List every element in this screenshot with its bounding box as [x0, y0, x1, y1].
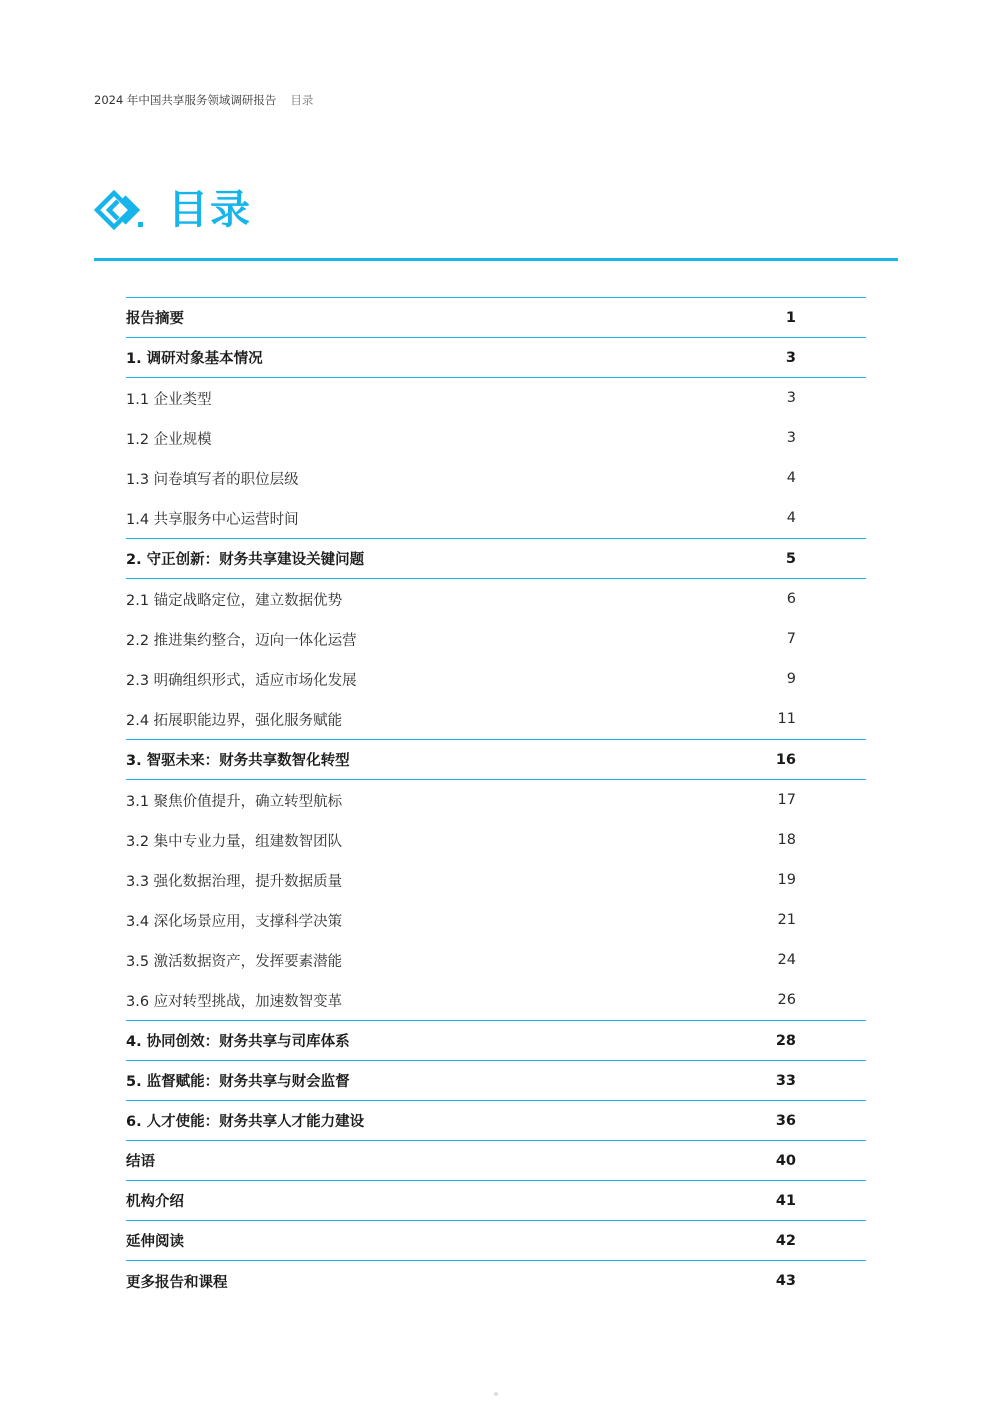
toc-entry[interactable]	[126, 940, 866, 980]
toc-entry-label: 1.1 企业类型	[126, 391, 212, 408]
toc-entry-label: 1. 调研对象基本情况	[126, 351, 263, 367]
toc-entry[interactable]	[126, 498, 866, 538]
toc-entry[interactable]	[126, 1261, 866, 1301]
toc-entry[interactable]	[126, 338, 866, 378]
toc-entry-page: 33	[775, 1072, 796, 1089]
section-name: 目录	[290, 93, 314, 107]
toc-entry-label: 6. 人才使能：财务共享人才能力建设	[126, 1114, 365, 1130]
toc-entry[interactable]	[126, 739, 866, 780]
toc-entry-label: 延伸阅读	[126, 1234, 184, 1250]
toc-entry-page: 7	[786, 631, 796, 647]
toc-entry-label: 3.5 激活数据资产，发挥要素潜能	[126, 953, 343, 970]
running-header	[94, 92, 313, 108]
report-title: 2024 年中国共享服务领域调研报告	[94, 93, 277, 107]
toc-entry[interactable]	[126, 619, 866, 659]
toc-entry-label: 3.1 聚焦价值提升，确立转型航标	[126, 793, 343, 810]
toc-entry[interactable]	[126, 1020, 866, 1061]
toc-entry-page: 42	[775, 1232, 796, 1249]
toc-entry-page: 17	[777, 792, 796, 808]
toc-entry-page: 3	[785, 349, 796, 366]
toc-entry-label: 2.1 锚定战略定位，建立数据优势	[126, 592, 343, 609]
toc-entry-page: 24	[777, 952, 796, 968]
toc-entry[interactable]	[126, 1061, 866, 1101]
toc-entry-label: 3.4 深化场景应用，支撑科学决策	[126, 913, 343, 930]
toc-entry-page: 4	[786, 510, 796, 526]
toc-entry-label: 1.3 问卷填写者的职位层级	[126, 471, 299, 488]
toc-entry-label: 机构介绍	[126, 1194, 184, 1210]
title-block	[94, 182, 252, 238]
toc-entry[interactable]	[126, 538, 866, 579]
toc-entry[interactable]	[126, 1141, 866, 1181]
toc-entry[interactable]	[126, 900, 866, 940]
toc-entry[interactable]	[126, 418, 866, 458]
toc-entry-page: 21	[777, 912, 796, 928]
toc-entry-page: 5	[785, 550, 796, 567]
toc-entry[interactable]	[126, 579, 866, 619]
toc-entry-page: 41	[775, 1192, 796, 1209]
toc-entry-label: 更多报告和课程	[126, 1274, 228, 1291]
table-of-contents	[126, 297, 866, 1301]
toc-entry[interactable]	[126, 980, 866, 1020]
toc-entry-page: 4	[786, 470, 796, 486]
toc-entry[interactable]	[126, 1181, 866, 1221]
toc-entry[interactable]	[126, 780, 866, 820]
toc-entry-page: 1	[785, 309, 796, 326]
toc-entry-label: 2.4 拓展职能边界，强化服务赋能	[126, 712, 343, 729]
toc-entry-page: 40	[775, 1152, 796, 1169]
footer-mark	[494, 1392, 498, 1396]
toc-entry-page: 6	[786, 591, 796, 607]
toc-entry-page: 28	[775, 1032, 796, 1049]
toc-entry-label: 3.2 集中专业力量，组建数智团队	[126, 833, 343, 850]
toc-entry-label: 4. 协同创效：财务共享与司库体系	[126, 1034, 350, 1050]
toc-entry-label: 2.3 明确组织形式，适应市场化发展	[126, 672, 357, 689]
toc-entry-label: 报告摘要	[126, 311, 184, 327]
toc-entry-page: 9	[786, 671, 796, 687]
toc-entry-label: 1.2 企业规模	[126, 431, 212, 448]
title-divider	[94, 258, 898, 261]
toc-entry-label: 1.4 共享服务中心运营时间	[126, 511, 299, 528]
toc-entry[interactable]	[126, 458, 866, 498]
page-title: 目录	[168, 187, 252, 233]
toc-entry-label: 3.6 应对转型挑战，加速数智变革	[126, 993, 343, 1010]
toc-entry-page: 16	[775, 751, 796, 768]
toc-entry-page: 26	[777, 992, 796, 1008]
toc-entry[interactable]	[126, 820, 866, 860]
toc-entry-label: 2.2 推进集约整合，迈向一体化运营	[126, 632, 357, 649]
toc-entry-page: 19	[777, 872, 796, 888]
toc-entry-label: 2. 守正创新：财务共享建设关键问题	[126, 552, 365, 568]
toc-entry-page: 11	[777, 711, 796, 727]
toc-entry[interactable]	[126, 659, 866, 699]
toc-entry[interactable]	[126, 378, 866, 418]
toc-entry-label: 结语	[126, 1154, 155, 1170]
toc-entry[interactable]	[126, 298, 866, 338]
toc-entry[interactable]	[126, 860, 866, 900]
toc-entry-page: 43	[775, 1273, 796, 1289]
toc-entry-page: 3	[786, 390, 796, 406]
toc-entry-label: 3. 智驱未来：财务共享数智化转型	[126, 753, 350, 769]
toc-entry[interactable]	[126, 1101, 866, 1141]
toc-entry[interactable]	[126, 699, 866, 739]
toc-entry-page: 3	[786, 430, 796, 446]
toc-entry[interactable]	[126, 1221, 866, 1261]
toc-entry-page: 18	[777, 832, 796, 848]
logo-diamond-icon	[94, 190, 148, 230]
toc-entry-label: 5. 监督赋能：财务共享与财会监督	[126, 1074, 350, 1090]
toc-entry-page: 36	[775, 1112, 796, 1129]
toc-entry-label: 3.3 强化数据治理，提升数据质量	[126, 873, 343, 890]
